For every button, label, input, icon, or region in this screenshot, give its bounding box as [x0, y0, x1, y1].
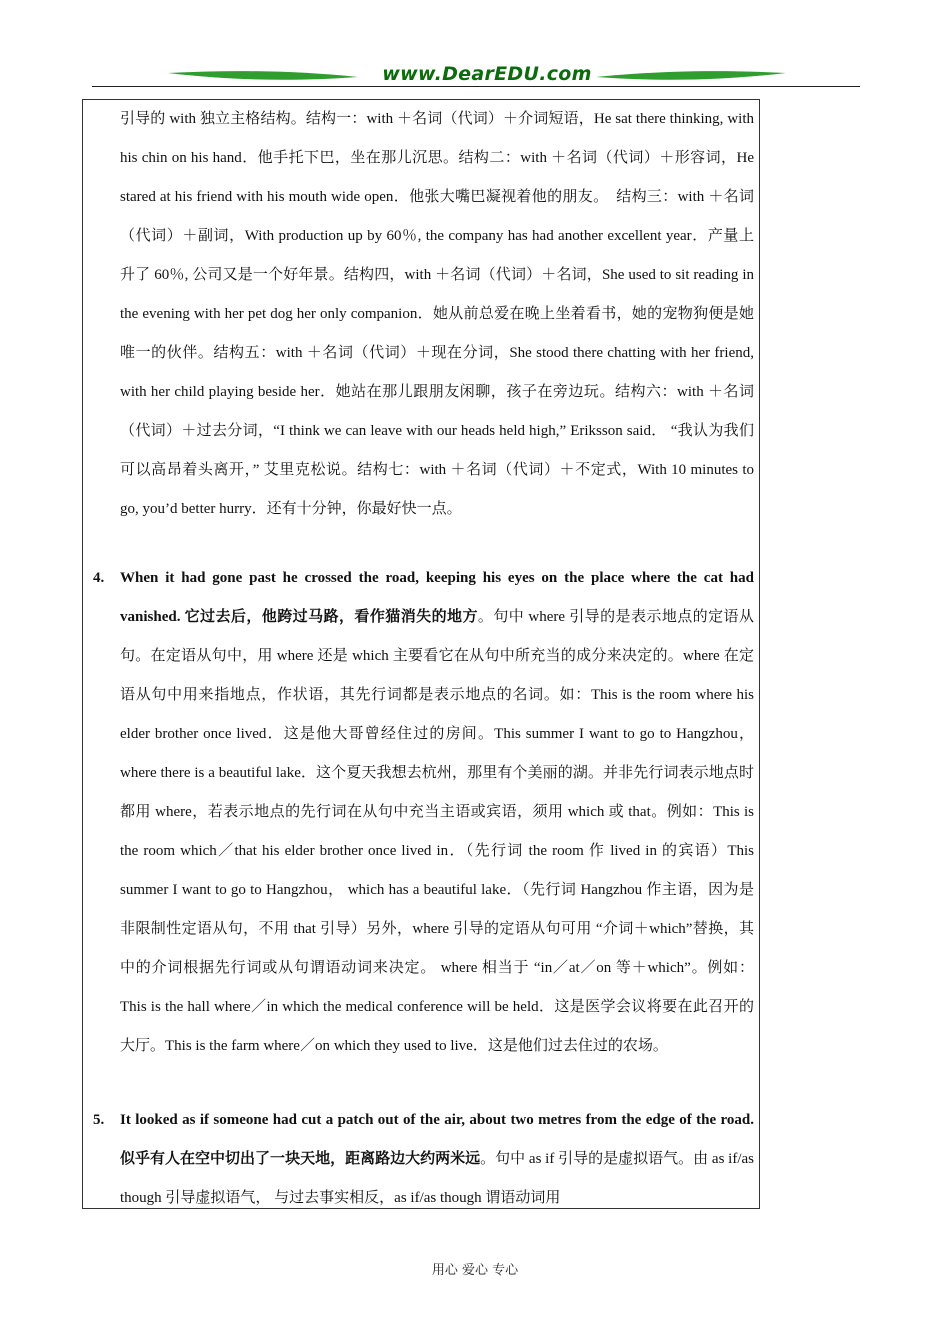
page-header: [92, 62, 860, 90]
item-5-paragraph: [120, 1101, 754, 1209]
item-4-paragraph: [120, 559, 754, 1066]
green-swoosh-right-icon: [596, 68, 786, 82]
item-5-lead: It looked as if someone had cut a patch out of the air, about two metres from the edge of the road. 似乎有人在空中切出了一块天地，距离路边大约两米远: [120, 1112, 754, 1167]
item-4-lead: When it had gone past he crossed the road, keeping his eyes on the place where the cat had vanished. 它过去后，他跨过马路，看作猫消失的地方: [120, 570, 754, 625]
item-4-body: 。句中 where 引导的是表示地点的定语从句。在定语从句中，用 where 还是 which 主要看它在从句中所充当的成分来决定的。where 在定语从句中用来指地点，作状语，其先行词都是表示地点的名词。如：This is the room where his elder brother once lived．这是他大哥曾经住过的房间。This summer I want to go to Hangzhou，where there is a beautiful lake．这个夏天我想去杭州，那里有个美丽的湖。并非先行词表示地点时都用 where，若表示地点的先行词在从句中充当主语或宾语，须用 which 或 that。例如：This is the room which／that his elder brother once lived in．（先行词 the room 作 lived in 的宾语）This summer I want to go to Hangzhou， which has a beautiful lake．（先行词 Hangzhou 作主语，因为是非限制性定语从句，不用 that 引导）另外，where 引导的定语从句可用 “介词＋which”替换，其中的介词根据先行词或从句谓语动词来决定。 where 相当于 “in／at／on 等＋which”。例如： This is the hall where／in which the medical conference will be held．这是医学会议将要在此召开的大厅。This is the farm where／on which they used to live．这是他们过去住过的农场。: [120, 609, 754, 1054]
page-footer: 用心 爱心 专心: [431, 1263, 519, 1278]
item-number-5: 5.: [93, 1112, 105, 1128]
item-number-4: 4.: [93, 570, 105, 586]
header-rule: [92, 86, 860, 87]
green-swoosh-left-icon: [168, 68, 358, 82]
content-table-cell: [82, 99, 760, 1209]
intro-paragraph: 引导的 with 独立主格结构。结构一：with ＋名词（代词）＋介词短语，He sat there thinking, with his chin on his hand．他手托下巴，坐在那儿沉思。结构二：with ＋名词（代词）＋形容词，He stared at his friend with his mouth wide open．他张大嘴巴凝视着他的朋友。 结构三：with ＋名词（代词）＋副词，With production up by 60％, the company has had another excellent year．产量上升了 60％, 公司又是一个好年景。结构四，with ＋名词（代词）＋名词，She used to sit reading in the evening with her pet dog her only companion．她从前总爱在晚上坐着看书，她的宠物狗便是她唯一的伙伴。结构五：with ＋名词（代词）＋现在分词，She stood there chatting with her friend, with her child playing beside her．她站在那儿跟朋友闲聊，孩子在旁边玩。结构六：with ＋名词（代词）＋过去分词，“I think we can leave with our heads held high,” Eriksson said． “我认为我们可以高昂着头离开，” 艾里克松说。结构七：with ＋名词（代词）＋不定式，With 10 minutes to go, you’d better hurry．还有十分钟，你最好快一点。: [120, 111, 754, 517]
site-brand: www.DearEDU.com: [382, 63, 592, 85]
item-5-body: 。句中 as if 引导的是虚拟语气。由 as if/as though 引导虚拟语气， 与过去事实相反，as if/as though 谓语动词用: [120, 1151, 754, 1206]
